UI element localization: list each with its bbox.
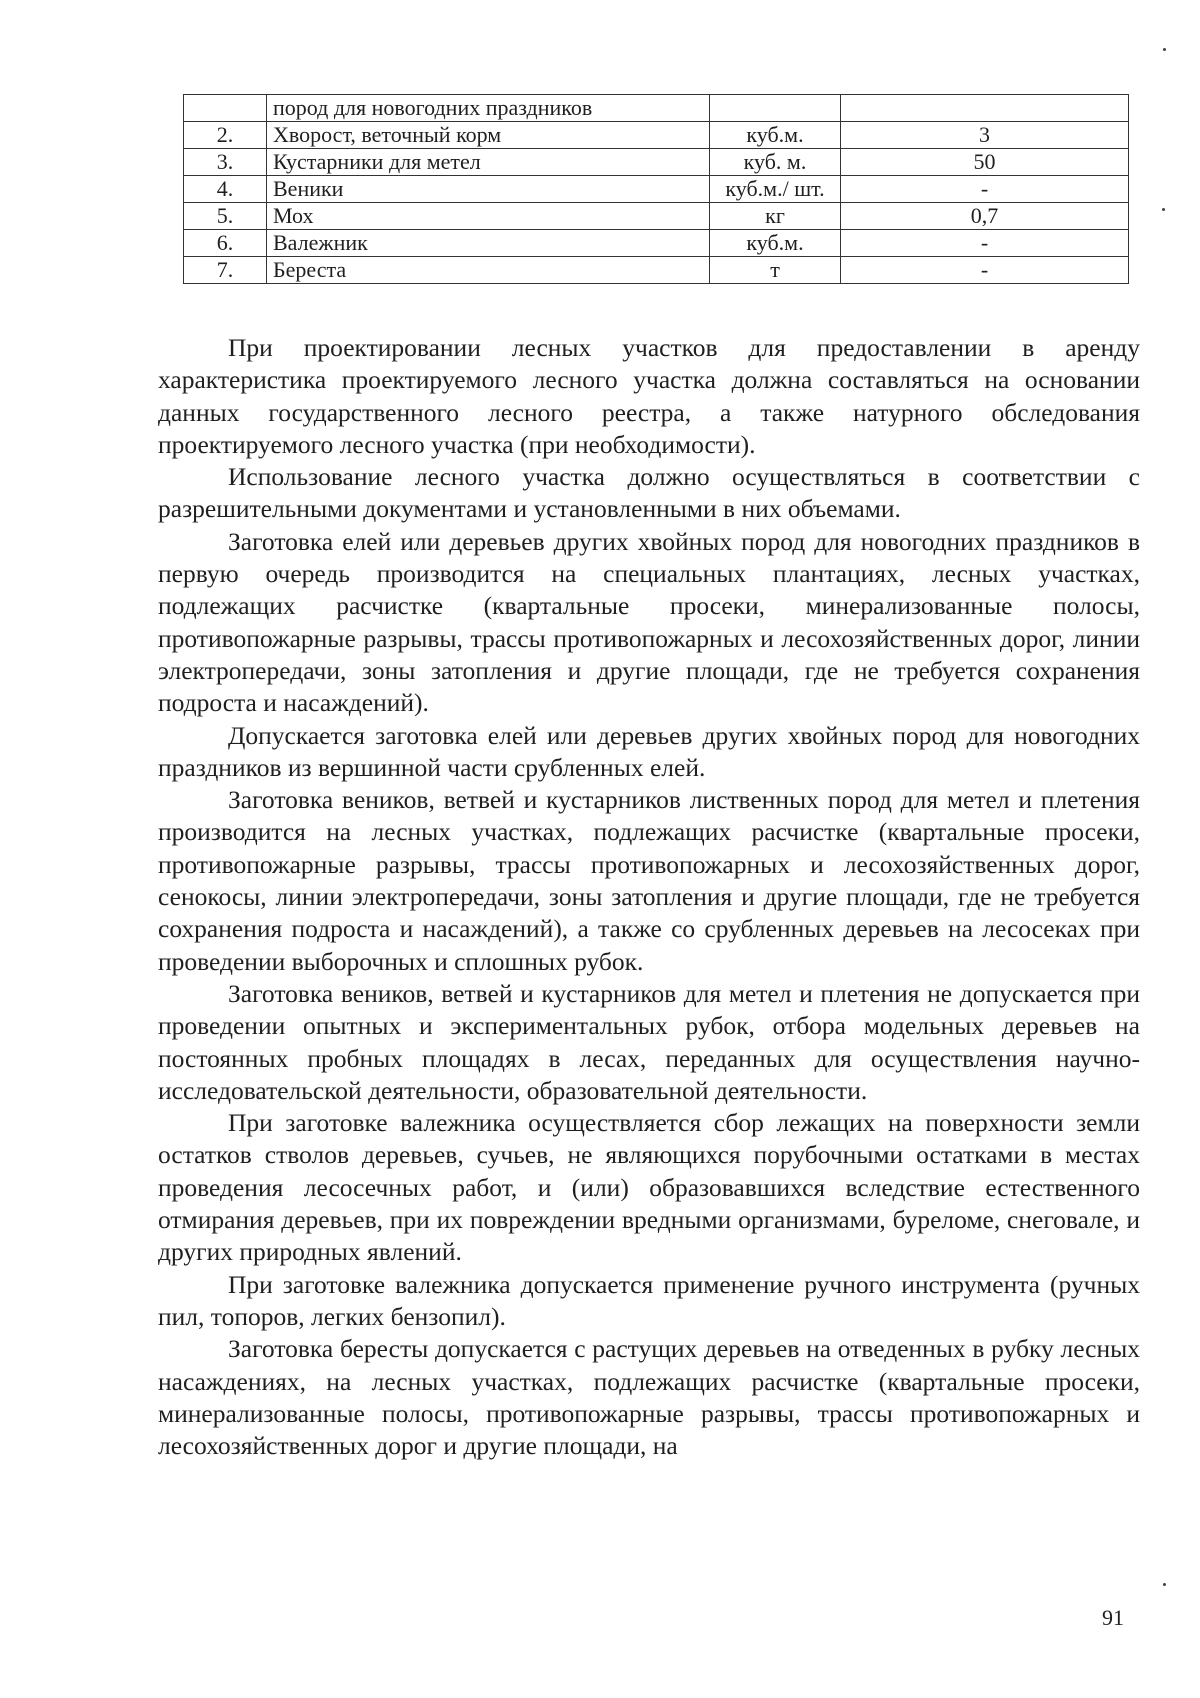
row-unit: куб.м./ шт. (710, 176, 841, 203)
row-number: 4. (184, 176, 267, 203)
row-name: Хворост, веточный корм (267, 122, 710, 149)
scan-speck (1163, 48, 1166, 51)
paragraph: Использование лесного участка должно осуществляться в соответствии с разрешительными документами и установленными в них объемами. (158, 462, 1140, 524)
row-unit: т (710, 257, 841, 284)
row-name: пород для новогодних праздников (267, 95, 710, 122)
paragraph: Заготовка веников, ветвей и кустарников для метел и плетения не допускается при проведении опытных и экспериментальных рубок, отбора модельных деревьев на постоянных пробных площадях в лесах, переданных для осуществления научно-исследовательской деятельности, образовательной деятельности. (158, 978, 1140, 1105)
table-row (184, 230, 1129, 257)
resources-table-body (184, 95, 1129, 284)
row-number: 2. (184, 122, 267, 149)
paragraph: При проектировании лесных участков для предоставлении в аренду характеристика проектируемого лесного участка должна составляться на основании данных государственного лесного реестра, а также натурного обследования проектируемого лесного участка (при необходимости). (158, 333, 1140, 459)
row-unit: куб. м. (710, 149, 841, 176)
table-row (184, 122, 1129, 149)
row-unit: куб.м. (710, 122, 841, 149)
resources-table (183, 94, 1129, 284)
paragraph: Заготовка веников, ветвей и кустарников лиственных пород для метел и плетения производится на лесных участках, подлежащих расчистке (квартальные просеки, противопожарные разрывы, трассы противопожарных и лесохозяйственных дорог, сенокосы, линии электропередачи, зоны затопления и другие площади, где не требуется сохранения подроста и насаждений), а также со срубленных деревьев на лесосеках при проведении выборочных и сплошных рубок. (158, 785, 1140, 976)
body-text (158, 332, 1140, 1462)
paragraph: При заготовке валежника допускается применение ручного инструмента (ручных пил, топоров, легких бензопил). (158, 1269, 1140, 1331)
paragraph: Заготовка бересты допускается с растущих деревьев на отведенных в рубку лесных насаждениях, на лесных участках, подлежащих расчистке (квартальные просеки, минерализованные полосы, противопожарные разрывы, трассы противопожарных и лесохозяйственных дорог и другие площади, на (158, 1334, 1140, 1461)
row-name: Мох (267, 203, 710, 230)
table-row (184, 203, 1129, 230)
paragraph: Допускается заготовка елей или деревьев других хвойных пород для новогодних праздников из вершинной части срубленных елей. (158, 720, 1140, 782)
table-row (184, 176, 1129, 203)
row-name: Валежник (267, 230, 710, 257)
paragraph: Заготовка елей или деревьев других хвойных пород для новогодних праздников в первую очередь производится на специальных плантациях, лесных участках, подлежащих расчистке (квартальные просеки, минерализованные полосы, противопожарные разрывы, трассы противопожарных и лесохозяйственных дорог, линии электропередачи, зоны затопления и другие площади, где не требуется сохранения подроста и насаждений). (158, 526, 1140, 718)
row-value (841, 95, 1129, 122)
row-value: - (841, 176, 1129, 203)
row-name: Веники (267, 176, 710, 203)
table-row (184, 257, 1129, 284)
row-unit: куб.м. (710, 230, 841, 257)
row-number (184, 95, 267, 122)
row-value: - (841, 257, 1129, 284)
row-number: 3. (184, 149, 267, 176)
scan-speck (1162, 208, 1165, 211)
row-value: 50 (841, 149, 1129, 176)
row-unit: кг (710, 203, 841, 230)
row-value: 3 (841, 122, 1129, 149)
row-name: Кустарники для метел (267, 149, 710, 176)
table-row (184, 95, 1129, 122)
row-number: 6. (184, 230, 267, 257)
row-number: 7. (184, 257, 267, 284)
scan-speck (1163, 1583, 1166, 1586)
page-number: 91 (1102, 1605, 1124, 1630)
row-value: 0,7 (841, 203, 1129, 230)
paragraph: При заготовке валежника осуществляется сбор лежащих на поверхности земли остатков стволов деревьев, сучьев, не являющихся порубочными остатками в местах проведения лесосечных работ, и (или) образовавшихся вследствие естественного отмирания деревьев, при их повреждении вредными организмами, буреломе, снеговале, и других природных явлений. (158, 1108, 1140, 1267)
row-value: - (841, 230, 1129, 257)
row-name: Береста (267, 257, 710, 284)
table-row (184, 149, 1129, 176)
row-number: 5. (184, 203, 267, 230)
row-unit (710, 95, 841, 122)
